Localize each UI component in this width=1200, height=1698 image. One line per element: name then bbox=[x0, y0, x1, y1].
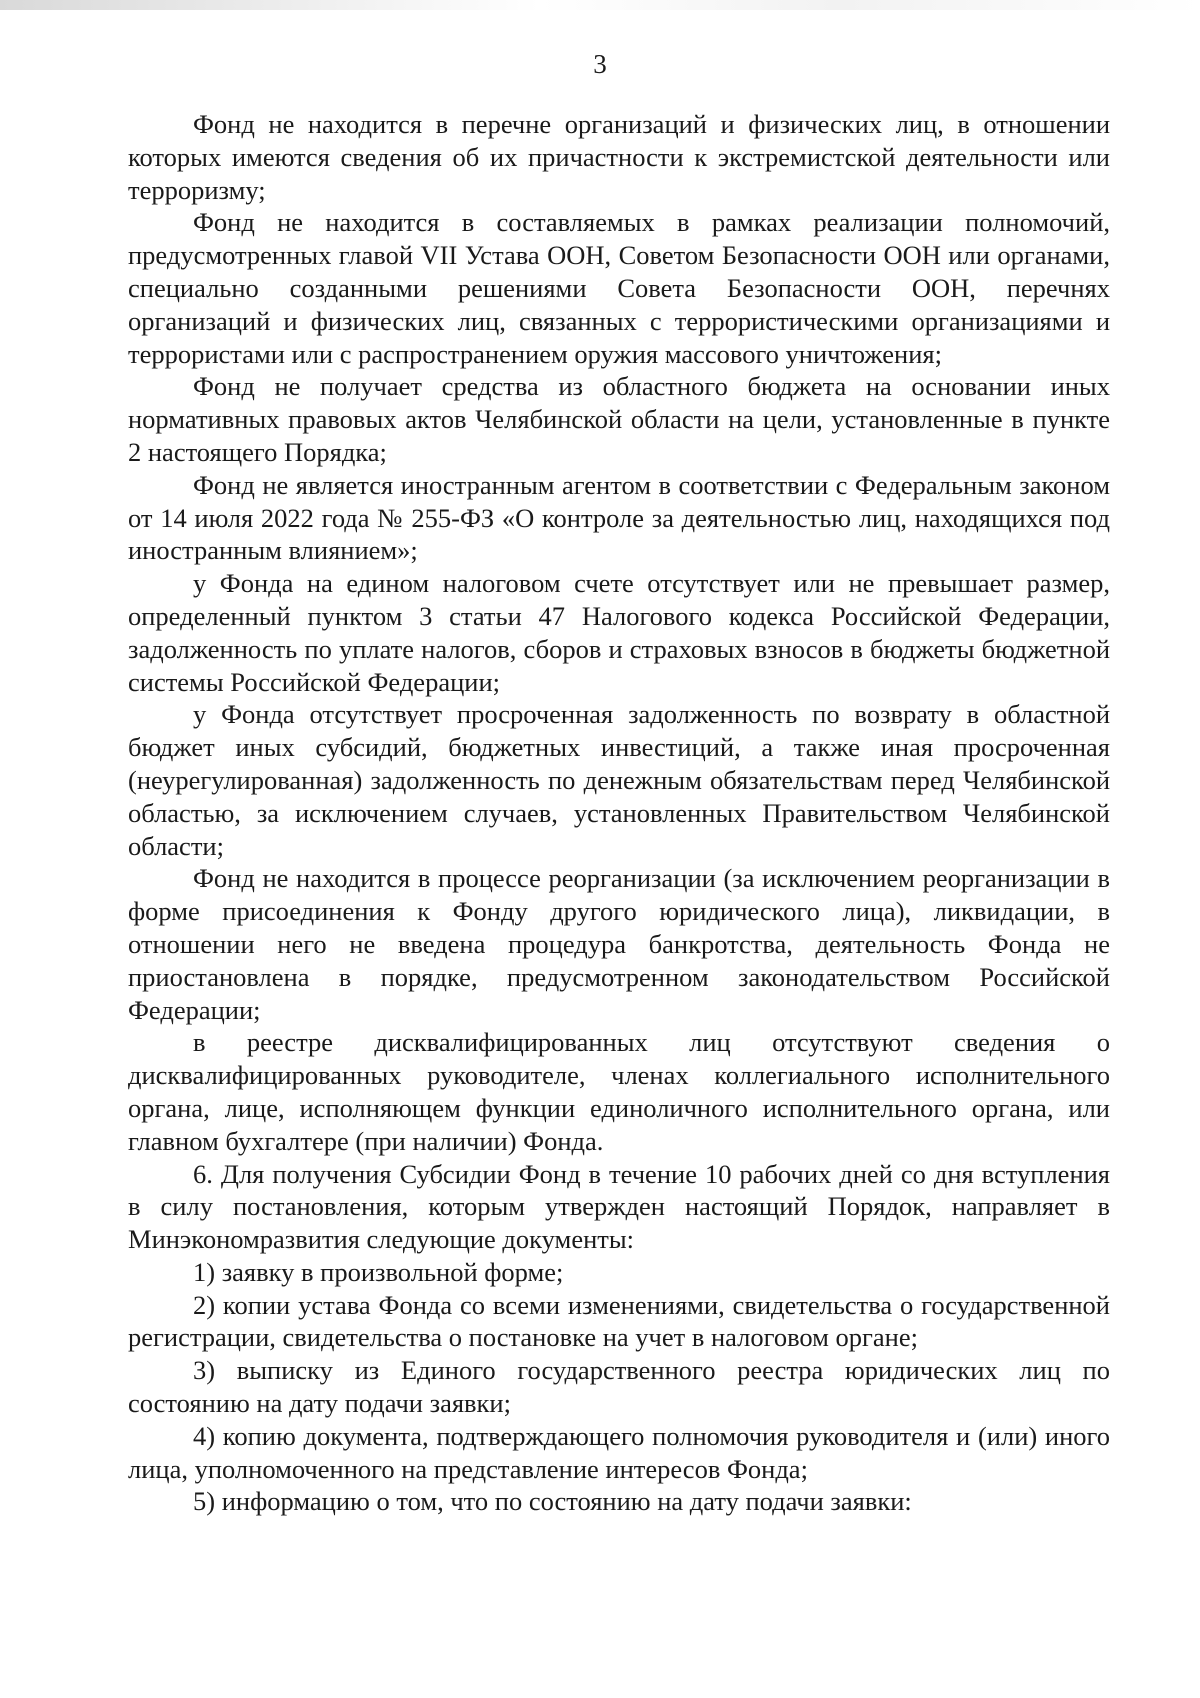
paragraph-item-6: 6. Для получения Субсидии Фонд в течение 10 рабочих дней со дня вступления в силу постановления, которым утвержден настоящий Порядок, направляет в Минэкономразвития следующие документы: bbox=[128, 1158, 1110, 1255]
paragraph-not-foreign-agent: Фонд не является иностранным агентом в соответствии с Федеральным законом от 14 июля 2022 года № 255-ФЗ «О контроле за деятельностью лиц, находящихся под иностранным влиянием»; bbox=[128, 469, 1110, 566]
paragraph-no-other-budget-funds: Фонд не получает средства из областного бюджета на основании иных нормативных правовых актов Челябинской области на цели, установленные в пункте 2 настоящего Порядка; bbox=[128, 371, 1110, 467]
list-item-2: 2) копии устава Фонда со всеми изменениями, свидетельства о государственной регистрации, свидетельства о постановке на учет в налоговом органе; bbox=[128, 1289, 1110, 1353]
page-number: 3 bbox=[593, 49, 607, 79]
paragraph-extremism-list: Фонд не находится в перечне организаций и физических лиц, в отношении которых имеются сведения об их причастности к экстремистской деятельности или терроризму; bbox=[128, 109, 1110, 205]
paragraph-un-sanctions-list: Фонд не находится в составляемых в рамках реализации полномочий, предусмотренных главой VII Устава ООН, Советом Безопасности ООН или органами, специально созданными решениями Совета Безопасности ООН, перечнях организаций и физических лиц, связанных с террористическими организациями и террористами или с распространением оружия массового уничтожения; bbox=[128, 207, 1110, 369]
document-body bbox=[128, 108, 1110, 1518]
paragraph-tax-debt: у Фонда на едином налоговом счете отсутствует или не превышает размер, определенный пунктом 3 статьи 47 Налогового кодекса Российской Федерации, задолженность по уплате налогов, сборов и страховых взносов в бюджеты бюджетной системы Российской Федерации; bbox=[128, 568, 1110, 697]
list-item-1: 1) заявку в произвольной форме; bbox=[193, 1256, 564, 1287]
list-item-5: 5) информацию о том, что по состоянию на дату подачи заявки: bbox=[193, 1486, 912, 1517]
paragraph-overdue-debt: у Фонда отсутствует просроченная задолженность по возврату в областной бюджет иных субсидий, бюджетных инвестиций, а также иная просроченная (неурегулированная) задолженность по денежным обязательствам перед Челябинской областью, за исключением случаев, установленных Правительством Челябинской области; bbox=[128, 699, 1110, 861]
paragraph-no-reorganization: Фонд не находится в процессе реорганизации (за исключением реорганизации в форме присоединения к Фонду другого юридического лица), ликвидации, в отношении него не введена процедура банкротства, деятельность Фонда не приостановлена в порядке, предусмотренном законодательством Российской Федерации; bbox=[128, 863, 1110, 1025]
list-item-4: 4) копию документа, подтверждающего полномочия руководителя и (или) иного лица, уполномоченного на представление интересов Фонда; bbox=[128, 1420, 1110, 1484]
paragraph-disqualified-registry: в реестре дисквалифицированных лиц отсутствуют сведения о дисквалифицированных руководителе, членах коллегиального исполнительного органа, лице, исполняющем функции единоличного исполнительного органа, или главном бухгалтере (при наличии) Фонда. bbox=[128, 1027, 1110, 1156]
list-item-3: 3) выписку из Единого государственного реестра юридических лиц по состоянию на дату подачи заявки; bbox=[128, 1355, 1110, 1419]
scan-edge-shadow bbox=[0, 0, 1200, 10]
